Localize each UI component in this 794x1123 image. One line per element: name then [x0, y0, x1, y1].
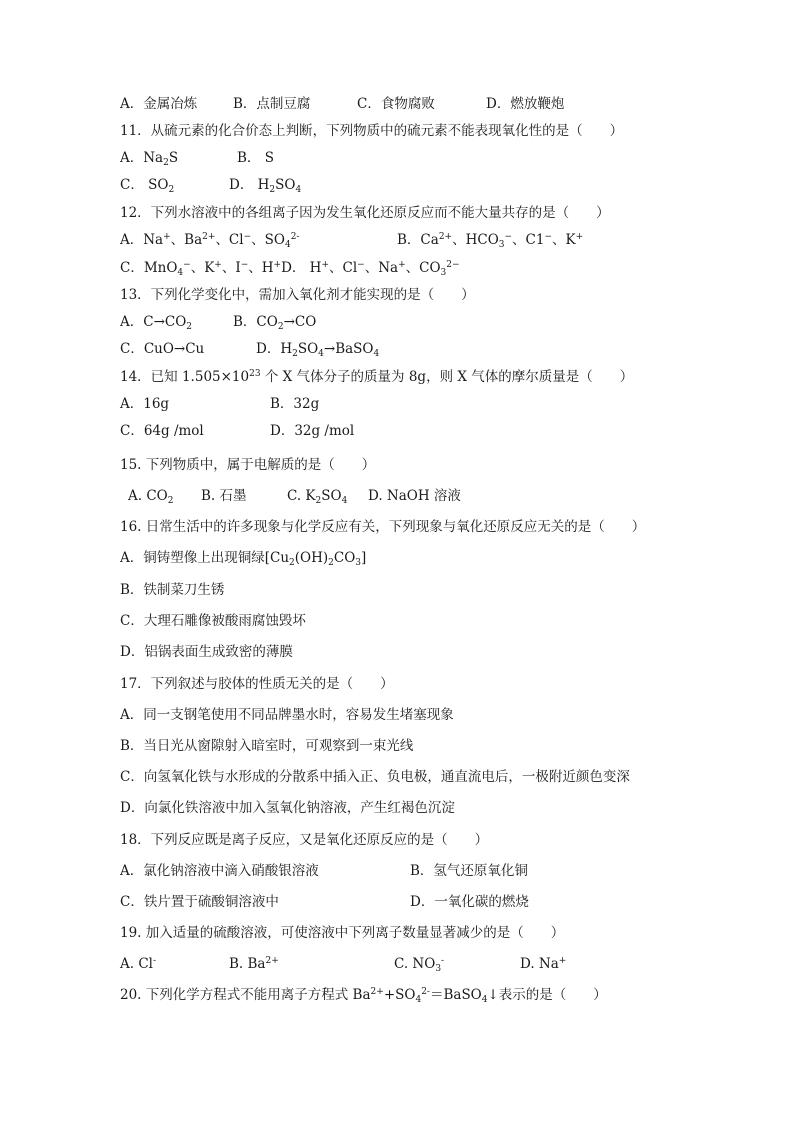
- option-text: C. $NO_3^-$: [394, 956, 445, 974]
- question-text: A．氯化钠溶液中滴入硝酸银溶液: [120, 863, 319, 879]
- text-line: [0, 859, 794, 883]
- question-text: 11．从硫元素的化合价态上判断，下列物质中的硫元素不能表现氧化性的是（ ）: [120, 123, 624, 139]
- question-text: 17．下列叙述与胶体的性质无关的是（ ）: [120, 676, 394, 692]
- text-line: [0, 365, 794, 389]
- text-line: [0, 983, 794, 1007]
- question-text: 19. 加入适量的硫酸溶液，可使溶液中下列离子数量显著减少的是（ ）: [120, 925, 565, 941]
- text-line: [0, 609, 794, 633]
- text-line: [0, 119, 794, 143]
- text-line: [0, 765, 794, 789]
- option-text: D．一氧化碳的燃烧: [410, 894, 529, 910]
- text-line: [0, 310, 794, 334]
- question-text: C．CuO→Cu: [120, 341, 205, 357]
- text-line: [0, 256, 794, 280]
- text-line: [0, 283, 794, 307]
- question-text: 18．下列反应既是离子反应，又是氧化还原反应的是（ ）: [120, 832, 489, 848]
- question-text: C．大理石雕像被酸雨腐蚀毁坏: [120, 613, 306, 629]
- text-line: [0, 828, 794, 852]
- question-text: C．64g /mol: [120, 423, 204, 439]
- question-text: A．Na+、$Ba^{2+}$、Cl−、$SO_4^{2-}$: [120, 232, 300, 250]
- text-line: [0, 146, 794, 170]
- option-text: B. 石墨: [201, 488, 247, 504]
- text-line: [0, 515, 794, 539]
- question-text: D．铝锅表面生成致密的薄膜: [120, 644, 293, 660]
- question-text: B．铁制菜刀生锈: [120, 582, 225, 598]
- question-text: C．向氢氧化铁与水形成的分散系中插入正、负电极，通直流电后，一极附近颜色变深: [120, 769, 630, 785]
- option-text: D. Na+: [520, 956, 567, 972]
- text-line: [0, 921, 794, 945]
- text-line: [0, 796, 794, 820]
- option-text: C．食物腐败: [357, 96, 435, 112]
- question-text: B．当日光从窗隙射入暗室时，可观察到一束光线: [120, 738, 414, 754]
- question-text: A．同一支钢笔使用不同品牌墨水时，容易发生堵塞现象: [120, 707, 454, 723]
- question-text: A．金属冶炼: [120, 96, 198, 112]
- option-text: B. $Ba^{2+}$: [229, 956, 279, 972]
- text-line: [0, 228, 794, 252]
- option-text: B． S: [237, 150, 274, 166]
- text-line: [0, 92, 794, 116]
- text-line: [0, 484, 794, 508]
- text-line: [0, 734, 794, 758]
- question-text: 16. 日常生活中的许多现象与化学反应有关，下列现象与氧化还原反应无关的是（ ）: [120, 519, 646, 535]
- option-text: C. $K_2SO_4$: [287, 488, 348, 506]
- option-text: D． $H_2SO_4$: [229, 177, 302, 195]
- question-text: A．16g: [120, 396, 170, 412]
- question-text: 12．下列水溶液中的各组离子因为发生氧化还原反应而不能大量共存的是（ ）: [120, 205, 610, 221]
- text-line: [0, 337, 794, 361]
- text-line: [0, 453, 794, 477]
- option-text: B．氢气还原氧化铜: [410, 863, 528, 879]
- question-text: A．$C\to CO_2$: [120, 314, 193, 332]
- option-text: D. NaOH 溶液: [368, 488, 461, 504]
- text-line: [0, 672, 794, 696]
- text-line: [0, 392, 794, 416]
- option-text: B．$Ca^{2+}$、$HCO_3^-$、C1−、K+: [397, 232, 584, 250]
- question-text: C．铁片置于硫酸铜溶液中: [120, 894, 279, 910]
- option-text: D．燃放鞭炮: [486, 96, 565, 112]
- question-text: A．$Na_2S$: [120, 150, 179, 168]
- text-line: [0, 546, 794, 570]
- question-text: 15. 下列物质中，属于电解质的是（ ）: [120, 457, 376, 473]
- option-text: D．$H_2SO_4\to BaSO_4$: [256, 341, 380, 359]
- text-line: [0, 419, 794, 443]
- question-text: C．MnO$_4$−、K+、I−、H+D． H+、Cl−、Na+、$CO_3^{2-}$: [120, 260, 460, 278]
- question-text: A. Cl-: [120, 956, 157, 972]
- option-text: D．32g /mol: [270, 423, 355, 439]
- question-text: C． $SO_2$: [120, 177, 175, 195]
- question-text: 14．已知 $1.505\times 10^{23}$ 个 X 气体分子的质量为 8g，则 X 气体的摩尔质量是（ ）: [120, 369, 634, 385]
- option-text: B．32g: [270, 396, 320, 412]
- text-line: [0, 578, 794, 602]
- question-text: 20. 下列化学方程式不能用离子方程式 $Ba^{2+}+SO_4^{2-}=BaSO_4↓$表示的是（ ）: [120, 987, 607, 1005]
- question-text: A. $CO_2$: [128, 488, 174, 506]
- question-text: 13．下列化学变化中，需加入氧化剂才能实现的是（ ）: [120, 287, 475, 303]
- text-line: [0, 952, 794, 976]
- text-line: [0, 201, 794, 225]
- text-line: [0, 703, 794, 727]
- option-text: B．$CO_2\to CO$: [233, 314, 317, 332]
- question-text: D．向氯化铁溶液中加入氢氧化钠溶液，产生红褐色沉淀: [120, 800, 455, 816]
- question-text: A．铜铸塑像上出现铜绿$[Cu_2(OH)_2CO_3]$: [120, 550, 367, 568]
- text-line: [0, 640, 794, 664]
- option-text: B．点制豆腐: [233, 96, 311, 112]
- text-line: [0, 890, 794, 914]
- text-line: [0, 173, 794, 197]
